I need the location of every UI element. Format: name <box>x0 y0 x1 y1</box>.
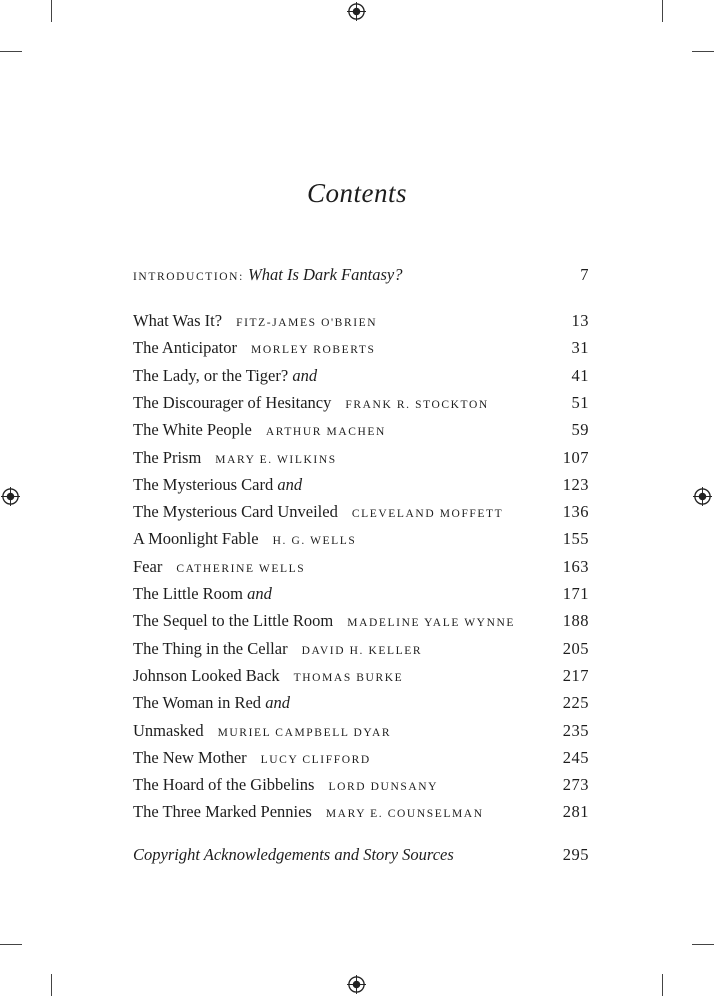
crop-mark <box>0 944 22 945</box>
contents-entry <box>133 529 589 553</box>
story-author: MARY E. WILKINS <box>215 453 337 466</box>
contents-entry <box>133 666 589 690</box>
page-number: 225 <box>562 693 589 713</box>
story-author: CLEVELAND MOFFETT <box>351 508 504 521</box>
story-title: The Sequel to the Little Room <box>133 611 334 631</box>
story-author: MORLEY ROBERTS <box>251 344 376 357</box>
story-title: The Mysterious Card <box>133 474 274 494</box>
story-title: The Thing in the Cellar <box>133 638 288 658</box>
story-title: The Anticipator <box>133 338 238 358</box>
story-author: LORD DUNSANY <box>328 781 439 794</box>
page-number: 51 <box>571 392 589 412</box>
story-title: The Prism <box>133 447 202 467</box>
page-number: 235 <box>562 720 589 740</box>
crop-mark <box>0 51 22 52</box>
story-author: FRANK R. STOCKTON <box>345 398 489 411</box>
acknowledgements-row <box>133 845 589 869</box>
contents-entry <box>133 338 589 362</box>
contents-entry <box>133 475 589 499</box>
page-number: 171 <box>562 584 589 603</box>
page-number: 295 <box>562 845 589 864</box>
conjunction: and <box>292 365 318 385</box>
story-author: H. G. WELLS <box>272 535 357 548</box>
page-title: Contents <box>306 178 407 208</box>
story-title: The Mysterious Card Unveiled <box>133 502 338 522</box>
page-number: 281 <box>562 802 589 822</box>
registration-mark-icon <box>1 487 20 506</box>
page-number: 245 <box>562 747 589 767</box>
story-title: Unmasked <box>133 720 204 740</box>
acknowledgements-title: Copyright Acknowledgements and Story Sources <box>133 845 454 864</box>
story-title: The Lady, or the Tiger? <box>133 365 289 385</box>
page-number: 188 <box>562 611 589 631</box>
contents-entry <box>133 775 589 799</box>
page-number: 13 <box>571 311 589 330</box>
contents-entry <box>133 448 589 472</box>
crop-mark <box>51 974 52 996</box>
story-title: A Moonlight Fable <box>133 529 259 549</box>
page-number: 7 <box>580 265 589 284</box>
story-title: The Discourager of Hesitancy <box>133 392 332 412</box>
crop-mark <box>51 0 52 22</box>
story-title: The Hoard of the Gibbelins <box>133 775 315 795</box>
contents-entry <box>133 366 589 390</box>
story-title: Johnson Looked Back <box>133 665 280 685</box>
page-number: 41 <box>571 365 589 385</box>
story-author: ARTHUR MACHEN <box>265 426 386 439</box>
page-number: 123 <box>562 474 589 494</box>
introduction-row <box>133 265 589 289</box>
crop-mark <box>692 51 714 52</box>
contents-entry <box>133 693 589 717</box>
story-title: The White People <box>133 420 252 440</box>
contents-entry <box>133 557 589 581</box>
story-title: The Little Room <box>133 584 243 603</box>
conjunction: and <box>277 474 303 494</box>
page-number: 31 <box>571 338 589 358</box>
conjunction: and <box>247 584 272 603</box>
conjunction: and <box>265 693 290 713</box>
contents-entry <box>133 502 589 526</box>
page-number: 136 <box>562 502 589 522</box>
contents-entry <box>133 639 589 663</box>
contents-entry <box>133 311 589 335</box>
contents-entry <box>133 748 589 772</box>
story-title: The New Mother <box>133 747 247 767</box>
page-number: 59 <box>571 420 589 440</box>
contents-entry <box>133 393 589 417</box>
story-author: THOMAS BURKE <box>293 671 404 684</box>
contents-entry <box>133 721 589 745</box>
page-number: 205 <box>562 638 589 658</box>
story-author: LUCY CLIFFORD <box>260 753 371 766</box>
story-author: MADELINE YALE WYNNE <box>347 617 516 630</box>
story-title: What Was It? <box>133 311 223 330</box>
story-author: DAVID H. KELLER <box>301 644 423 657</box>
story-author: MARY E. COUNSELMAN <box>325 808 484 821</box>
crop-mark <box>662 974 663 996</box>
story-author: CATHERINE WELLS <box>176 562 306 575</box>
introduction-label: INTRODUCTION: <box>133 271 244 283</box>
contents-entry <box>133 802 589 826</box>
story-author: MURIEL CAMPBELL DYAR <box>217 726 392 739</box>
story-title: The Three Marked Pennies <box>133 802 312 822</box>
contents-entry <box>133 420 589 444</box>
story-title: The Woman in Red <box>133 693 262 713</box>
page-number: 107 <box>562 447 589 467</box>
crop-mark <box>692 944 714 945</box>
story-title: Fear <box>133 556 163 576</box>
registration-mark-icon <box>347 975 366 994</box>
page-number: 273 <box>562 775 589 795</box>
contents-entry <box>133 611 589 635</box>
registration-mark-icon <box>693 487 712 506</box>
registration-mark-icon <box>347 2 366 21</box>
introduction-title: What Is Dark Fantasy? <box>248 265 403 284</box>
story-author: FITZ-JAMES O'BRIEN <box>236 317 378 329</box>
page-number: 155 <box>562 529 589 549</box>
contents-entry <box>133 584 589 608</box>
page-number: 217 <box>562 665 589 685</box>
page-number: 163 <box>562 556 589 576</box>
crop-mark <box>662 0 663 22</box>
